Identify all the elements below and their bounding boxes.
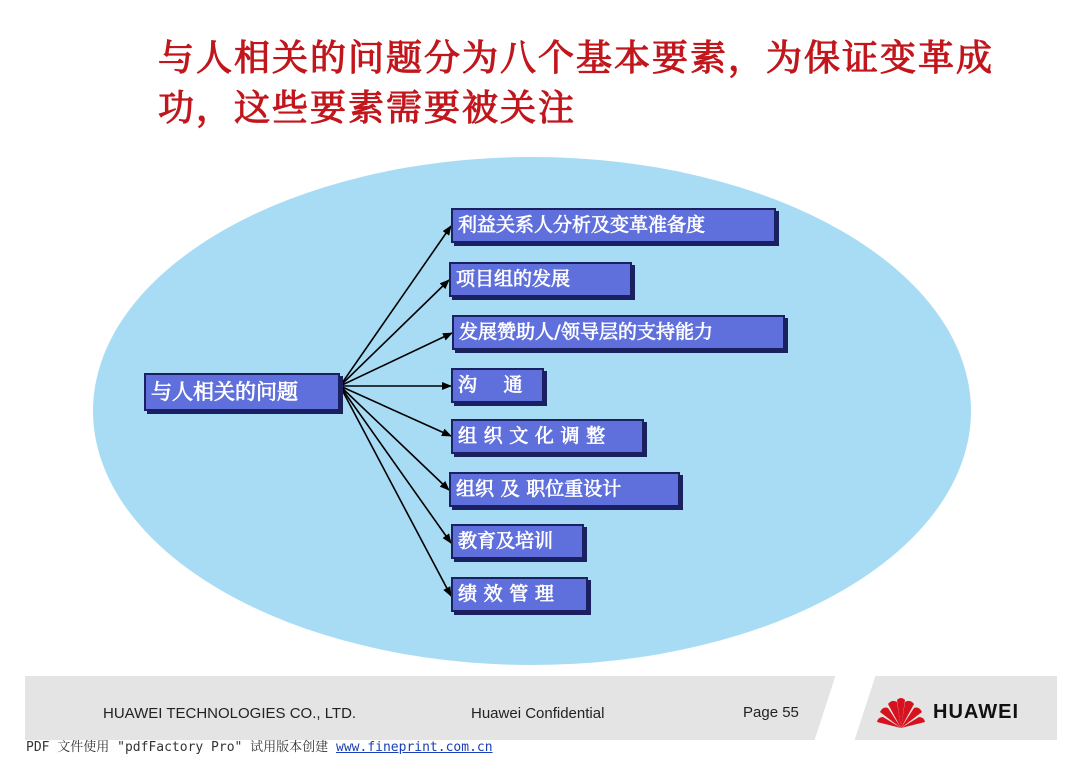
arrow-1 [340, 226, 451, 386]
company-name: HUAWEI TECHNOLOGIES CO., LTD. [103, 705, 357, 722]
arrow-8 [340, 386, 451, 596]
item-node: 项目组的发展 [449, 262, 632, 297]
huawei-flower-icon [875, 694, 927, 730]
footer-divider [815, 676, 876, 740]
item-node: 利益关系人分析及变革准备度 [451, 208, 776, 243]
logo-wordmark: HUAWEI [933, 701, 1019, 723]
item-node: 组织 及 职位重设计 [449, 472, 680, 507]
arrow-3 [340, 333, 452, 386]
page-number: Page 55 [743, 704, 799, 721]
arrow-7 [340, 386, 451, 543]
item-node: 绩 效 管 理 [451, 577, 588, 612]
slide-title: 与人相关的问题分为八个基本要素，为保证变革成功，这些要素需要被关注 [158, 38, 995, 129]
confidential-label: Huawei Confidential [471, 705, 605, 722]
arrow-2 [340, 280, 449, 386]
pdf-watermark [26, 736, 493, 755]
huawei-logo [875, 692, 1050, 732]
item-node: 组 织 文 化 调 整 [451, 419, 644, 454]
watermark-text: PDF 文件使用 "pdfFactory Pro" 试用版本创建 [26, 740, 337, 755]
item-node: 发展赞助人/领导层的支持能力 [452, 315, 785, 350]
arrow-6 [340, 386, 449, 490]
arrow-5 [340, 386, 451, 436]
watermark-link[interactable]: www.fineprint.com.cn [336, 740, 493, 755]
footer-bar [25, 676, 1057, 740]
root-node: 与人相关的问题 [144, 373, 340, 411]
item-node: 教育及培训 [451, 524, 584, 559]
item-node: 沟 通 [451, 368, 544, 403]
